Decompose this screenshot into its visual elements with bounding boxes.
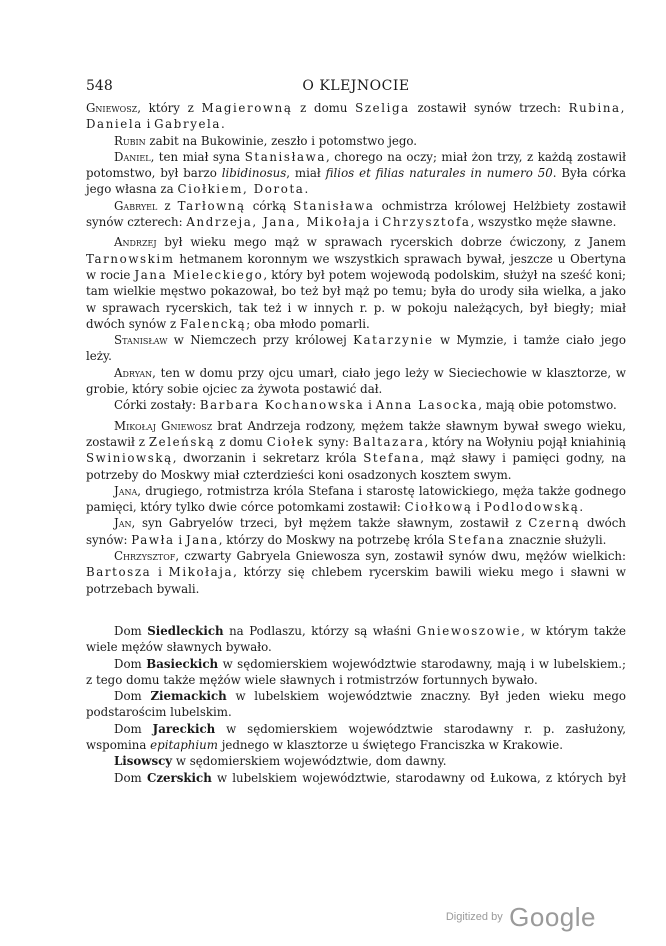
text-run: i [364, 398, 376, 413]
italic-phrase: libidinosus [221, 166, 287, 181]
text-run: w sędomierskiem województwie starodawny, mają i w lubelskiem.; z tego domu także mężów wiele sławnych i rotmistrzów fortunnych bywało. [86, 656, 626, 687]
spaced-name: Gniewoszowie [416, 623, 522, 638]
paragraph [86, 515, 626, 548]
text-run: brat Andrzeja rodzony, mężem także sławnym bywał swego wieku, zostawił z [86, 418, 626, 449]
text-body [86, 100, 626, 786]
paragraph [86, 198, 626, 231]
spaced-name: Mikołaja [168, 565, 234, 580]
spaced-name: Ciołkiem, Dorota [177, 182, 305, 197]
spaced-name: Stefana [448, 532, 506, 547]
text-run: , mają obie potomstwo. [478, 398, 617, 413]
spaced-name: Bartosza [86, 565, 152, 580]
text-run: Dom [114, 721, 153, 736]
running-title: O KLEJNOCIE [302, 78, 410, 94]
spaced-name: Katarzynie [353, 333, 434, 348]
text-run: w lubelskiem województwie znaczny. Był jeden wieku mego podstarościm lubelskim. [86, 689, 626, 720]
paragraph [86, 332, 626, 365]
page-number: 548 [86, 78, 113, 94]
text-run: , który z [137, 101, 202, 115]
text-run: i [142, 117, 155, 132]
spaced-name: Rubina, Daniela [86, 101, 626, 132]
text-run: , dworzanin i sekretarz króla [172, 451, 364, 466]
text-run: Dom [114, 623, 148, 638]
spaced-name: Tarnowskim [86, 251, 175, 266]
text-run: zabit na Bukowinie, zeszło i potomstwo jego. [145, 133, 418, 148]
paragraph [86, 418, 626, 483]
paragraph [86, 721, 626, 754]
paragraph [86, 234, 626, 332]
italic-phrase: epitaphium [150, 737, 218, 752]
paragraph [86, 397, 626, 413]
spaced-name: Jana Mieleckiego [134, 267, 264, 282]
small-caps-name: Andrzej [114, 235, 157, 250]
paragraph [86, 100, 626, 133]
spaced-name: Stanisława [293, 198, 375, 213]
text-run: , który był potem wojewodą podolskim, służył na sześć koni; tam wielkie męstwo pokazował, bo też był mąż po temu; była do urody siła wielka, a jako w sprawach rycerskich, tak też i w innych r. p. w pokoju należących, był biegły; miał dwóch synów z [86, 267, 627, 331]
small-caps-name: Chrzysztof [114, 549, 176, 564]
spaced-name: Pawła [131, 532, 175, 547]
small-caps-name: Jan [114, 516, 132, 531]
text-run: syny: [314, 434, 353, 449]
text-run: ; oba młodo pomarli. [246, 316, 370, 331]
paragraph [86, 133, 626, 149]
text-run: Dom [114, 656, 147, 671]
spaced-name: Baltazara [352, 434, 425, 449]
text-run: Dom [114, 689, 151, 704]
small-caps-name: Adryan [114, 365, 153, 380]
small-caps-name: Jana [114, 483, 138, 498]
text-run: ochmistrza królowej Helżbiety zostawił synów czterech: [86, 198, 626, 230]
text-run: jednego w klasztorze u świętego Franciszka w Krakowie. [217, 737, 563, 752]
page-header [86, 78, 626, 98]
text-run: , ten miał syna [150, 149, 245, 164]
text-run: , chorego na oczy; miał żon trzy, z każdą zostawił potomstwo, był barzo [86, 149, 626, 181]
spaced-name: Stanisława [244, 149, 326, 164]
text-run: w Mymzie, i tamże ciało jego leży. [86, 333, 626, 364]
google-logo: Google [509, 902, 596, 932]
italic-phrase: filios et filias naturales in numero 50 [325, 166, 553, 181]
paragraph [86, 753, 626, 769]
digitized-label: Digitized by [445, 911, 503, 923]
spaced-name: Czerną [528, 516, 581, 531]
text-run: . [304, 182, 309, 197]
text-run: hetmanem koronnym we wszystkich sprawach bywał, jeszcze u Obertyna w rocie [86, 251, 626, 282]
bold-house-name: Czerskich [146, 770, 212, 785]
paragraph [86, 656, 626, 689]
text-run: . [221, 117, 225, 132]
small-caps-name: Gniewosz [86, 101, 138, 115]
text-run: na Podlaszu, którzy są właśni [223, 623, 417, 638]
spaced-name: Podlodowską [483, 500, 580, 515]
bold-house-name: Ziemackich [150, 689, 227, 704]
spaced-name: Barbara Kochanowska [199, 398, 365, 413]
text-run: w sędomierskiem województwie starodawny r. p. zasłużony, wspomina [86, 721, 626, 752]
paragraph [86, 483, 626, 516]
small-caps-name: Mikołaj Gniewosz [114, 418, 213, 433]
text-run: , którzy do Moskwy na potrzebę króla [218, 532, 449, 547]
text-run: , w którym także wiele mężów sławnych bywało. [86, 623, 627, 655]
small-caps-name: Rubin [114, 133, 146, 148]
paragraph [86, 149, 626, 198]
bold-house-name: Jareckich [152, 721, 216, 736]
text-run: i [472, 500, 484, 515]
text-run: , miał [286, 166, 326, 181]
bold-house-name: Basieckich [146, 656, 219, 671]
text-run: i [371, 215, 383, 230]
text-run: Dom [114, 770, 147, 785]
text-run: i [151, 565, 169, 580]
spaced-name: Szeliga [355, 101, 410, 115]
spaced-name: Jana [185, 532, 219, 547]
spaced-name: Stefana [363, 451, 421, 466]
text-run: z domu [292, 101, 356, 115]
text-run: , wszystko męże sławne. [470, 215, 617, 230]
text-run: , który na Wołyniu pojął kniahinią [424, 434, 626, 449]
paragraph [86, 548, 626, 597]
spaced-name: Chrzysztofa [382, 215, 471, 230]
text-run: znacznie służyli. [505, 532, 607, 547]
spaced-name: Magierowną [201, 101, 293, 115]
text-run: dwóch synów: [86, 516, 626, 547]
text-run: . Była córka jego własna za [86, 166, 626, 197]
text-run: z domu [215, 434, 267, 449]
text-run: , którzy się chlebem rycerskim bawili wieku mego i sławni w potrzebach bywali. [86, 565, 626, 596]
text-run: zostawił synów trzech: [409, 101, 569, 115]
spaced-name: Andrzeja, Jana, Mikołaja [186, 215, 372, 230]
bold-house-name: Lisowscy [114, 754, 173, 769]
spaced-name: Falencką [179, 316, 247, 331]
text-run: , drugiego, rotmistrza króla Stefana i starostę latowickiego, męża także godnego pamięci, który tylko dwie córce potomkami zostawił: [86, 483, 626, 515]
spaced-name: Ciołkową [404, 500, 473, 515]
text-run: w sędomierskiem województwie, dom dawny. [172, 754, 447, 769]
text-run: , czwarty Gabryela Gniewosza syn, zostawił synów dwu, mężów wielkich: [175, 549, 626, 564]
paragraph [86, 623, 626, 656]
spaced-name: Swiniowską [86, 451, 173, 466]
digitized-watermark [446, 902, 596, 932]
small-caps-name: Stanisław [114, 333, 168, 348]
spaced-name: Zeleńską [148, 434, 216, 449]
paragraph [86, 770, 626, 786]
spaced-name: Ciołek [266, 434, 315, 449]
text-run: i [174, 532, 186, 547]
paragraph [86, 365, 626, 398]
text-run: córką [245, 198, 294, 213]
text-run: . [579, 500, 584, 515]
text-run: , ten w domu przy ojcu umarł, ciało jego leży w Sieciechowie w klasztorze, w grobie, który sobie ojciec za żywota postawić dał. [86, 365, 626, 397]
small-caps-name: Daniel [114, 149, 151, 164]
spaced-name: Tarłowną [177, 198, 246, 213]
paragraph [86, 688, 626, 721]
text-run: , syn Gabryelów trzeci, był mężem także sławnym, zostawił z [131, 516, 529, 531]
text-run: , mąż sławy i pamięci godny, na potrzeby do Moskwy miał czterdzieści koni osadzonych kosztem swym. [86, 451, 626, 482]
text-run: w Niemczech przy królowej [167, 333, 354, 348]
bold-house-name: Siedleckich [147, 623, 224, 638]
spaced-name: Gabryela [154, 117, 222, 132]
text-run: z [157, 198, 178, 213]
text-run: w lubelskiem województwie, starodawny od Łukowa, z których był [211, 770, 627, 785]
text-run: był wieku mego mąż w sprawach rycerskich dobrze ćwiczony, z Janem [156, 235, 626, 250]
spaced-name: Anna Lasocka [375, 398, 479, 413]
text-run: Córki zostały: [114, 398, 200, 413]
small-caps-name: Gabryel [114, 198, 158, 213]
